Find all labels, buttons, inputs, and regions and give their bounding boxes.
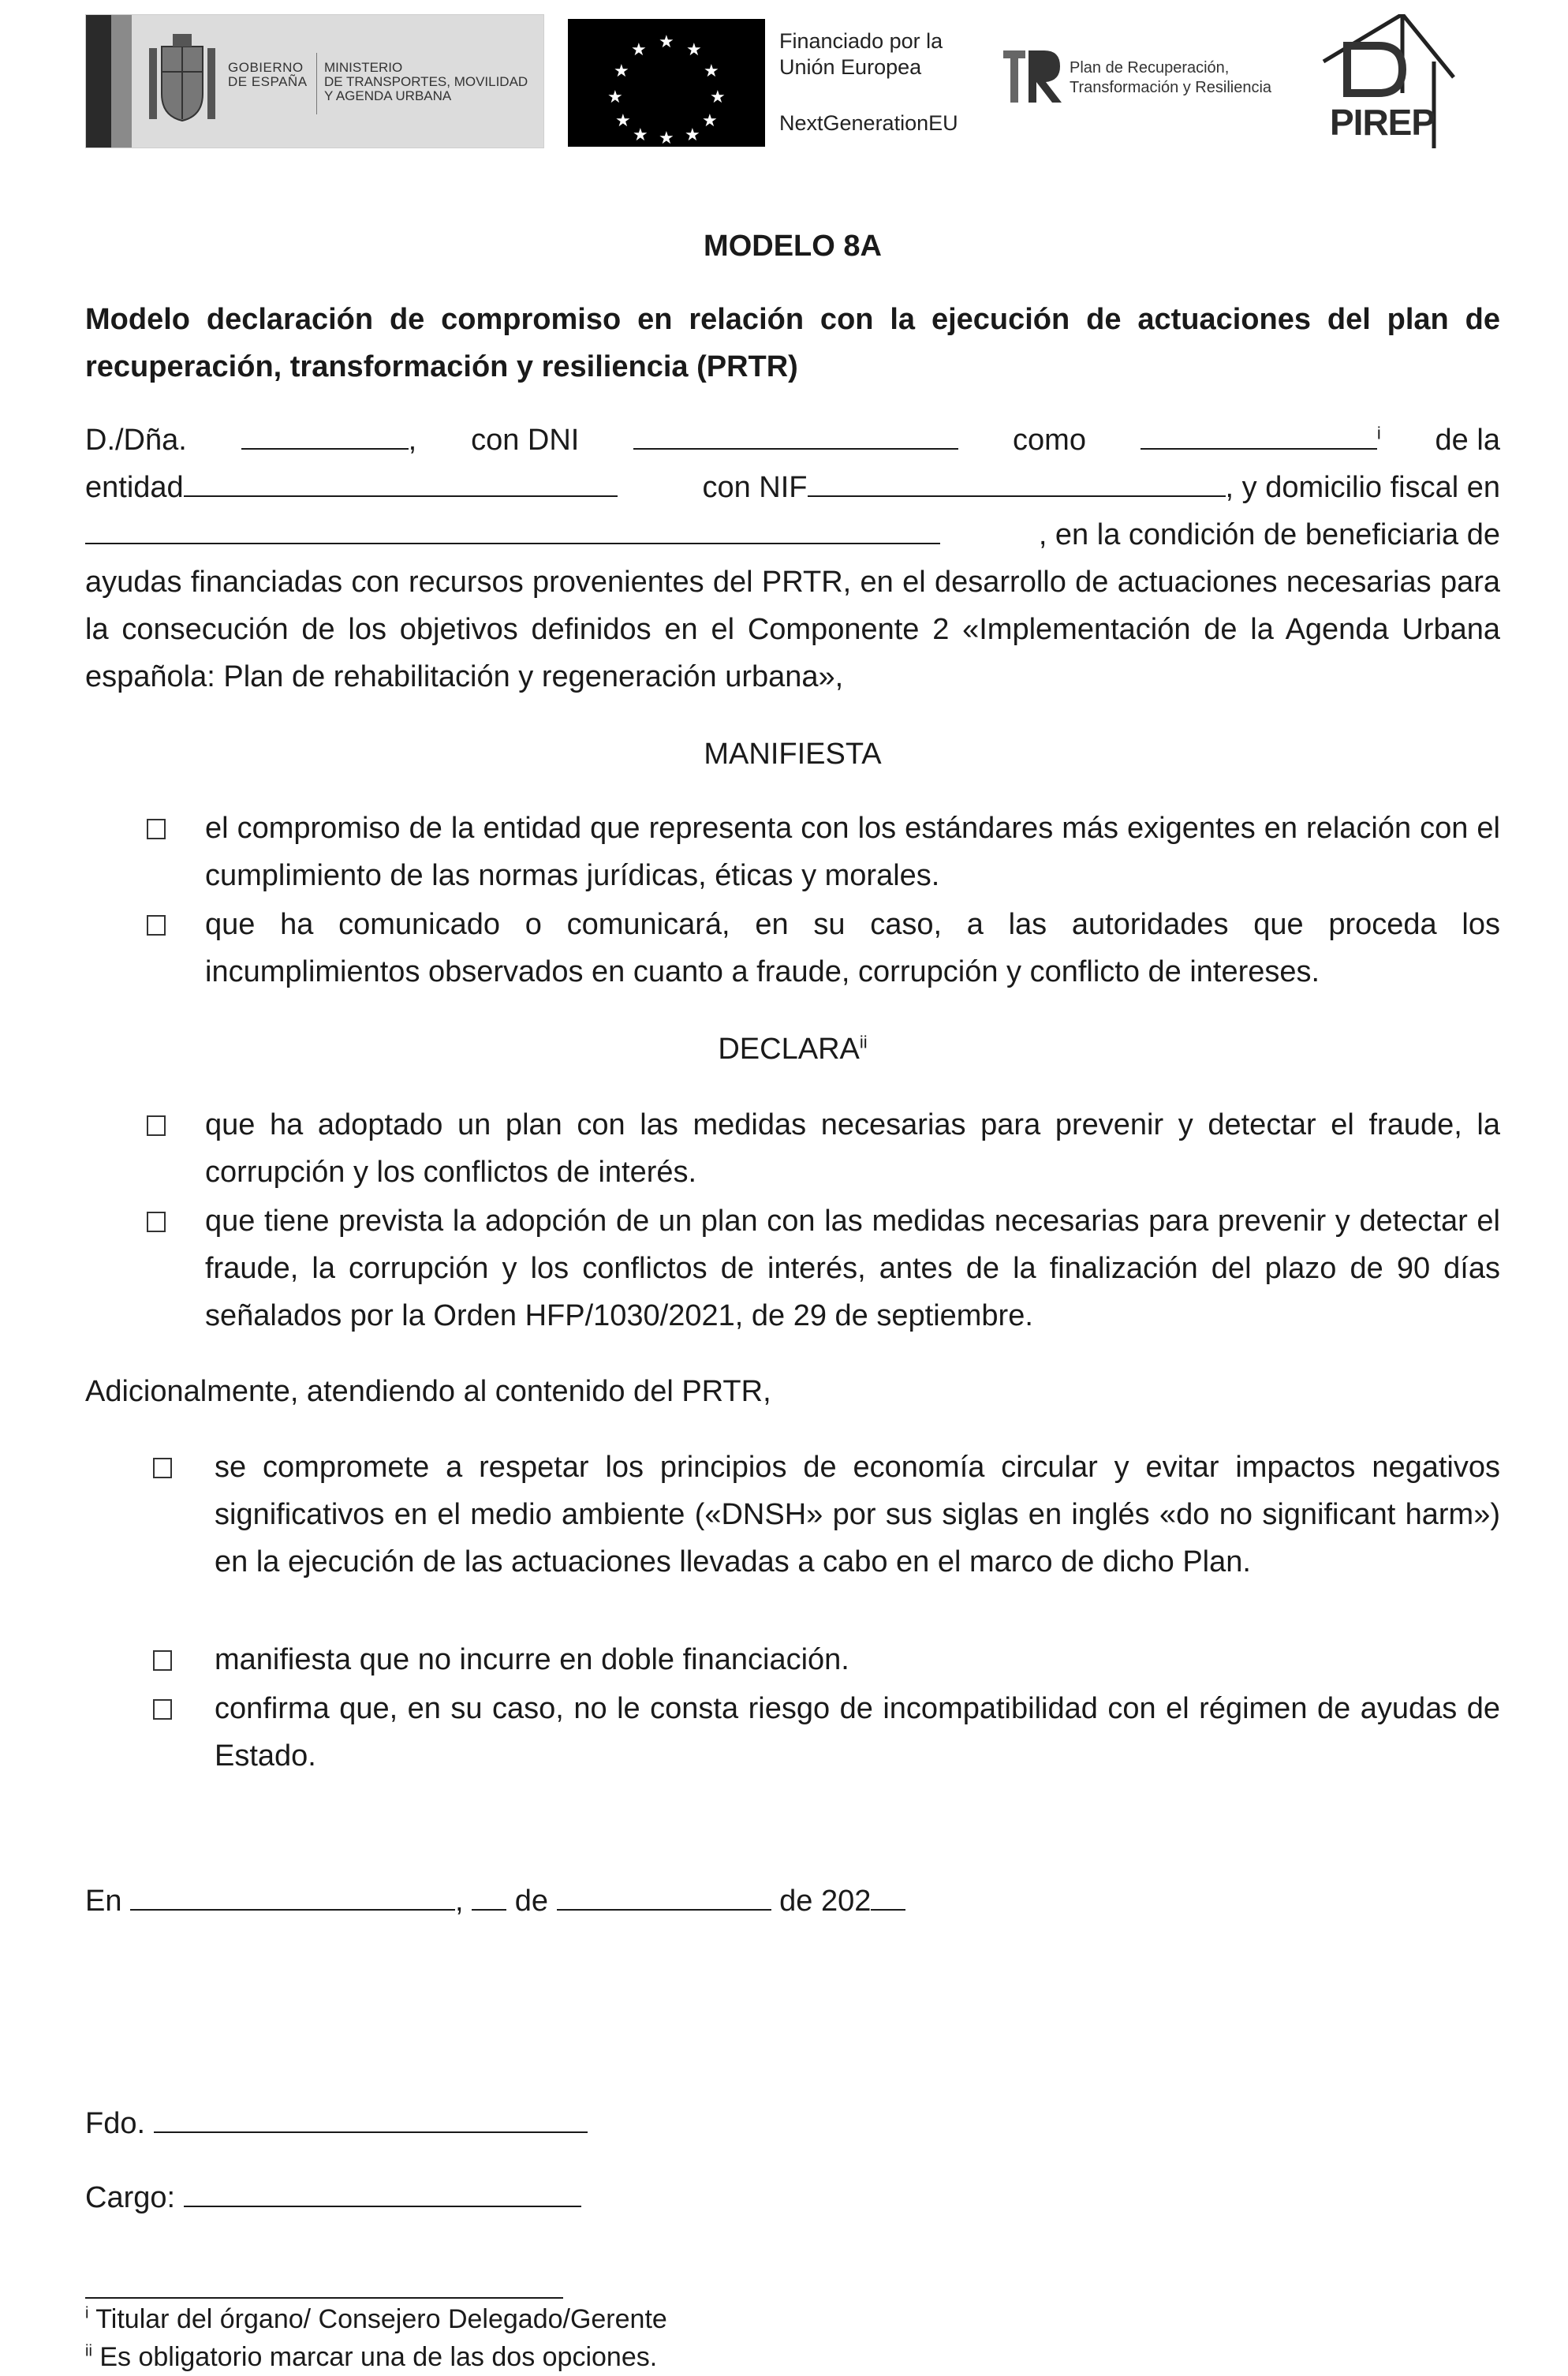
additional-intro: Adicionalmente, atendiendo al contenido del PRTR, xyxy=(85,1375,771,1408)
additional-checkbox-1[interactable] xyxy=(153,1458,172,1478)
document-subtitle: Modelo declaración de compromiso en relación con la ejecución de actuaciones del plan de recuperación, transformación y resiliencia (PRTR) xyxy=(85,303,1500,383)
declara-checkbox-2[interactable] xyxy=(147,1212,166,1232)
declara-checkbox-1[interactable] xyxy=(147,1115,166,1136)
gov-line2: DE ESPAÑA xyxy=(228,74,308,89)
pirep-logo-text: PIREP xyxy=(1330,102,1435,143)
ministry-line2: DE TRANSPORTES, MOVILIDAD xyxy=(324,74,528,89)
coat-of-arms-icon xyxy=(144,32,220,132)
place-blank[interactable] xyxy=(130,1879,455,1911)
additional-checkbox-2[interactable] xyxy=(153,1650,172,1671)
additional-item-3: confirma que, en su caso, no le consta riesgo de incompatibilidad con el régimen de ayudas de Estado. xyxy=(153,1685,1500,1780)
eu-flag-icon: ★ ★ ★ ★ ★ ★ ★ ★ ★ ★ ★ ★ xyxy=(568,19,765,147)
prtr-tr-icon xyxy=(1000,44,1063,107)
declara-item-1: que ha adoptado un plan con las medidas necesarias para prevenir y detectar el fraude, la corrupción y los conflictos de interés. xyxy=(147,1101,1500,1196)
additional-item-1: se compromete a respetar los principios de economía circular y evitar impactos negativos significativos en el medio ambiente («DNSH» por sus siglas en inglés «do no significant harm») en la ejecución de las actuaciones llevadas a cabo en el marco de dicho Plan. xyxy=(153,1444,1500,1586)
manifiesta-item-2: que ha comunicado o comunicará, en su caso, a las autoridades que proceda los incumplimientos observados en cuanto a fraude, corrupción y conflicto de intereses. xyxy=(147,901,1500,996)
place-date-line: En , de de 202 xyxy=(85,1877,905,1925)
gov-line1: GOBIERNO xyxy=(228,60,304,75)
signature-blank[interactable] xyxy=(154,2101,588,2133)
intro-rest: ayudas financiadas con recursos provenientes del PRTR, en el desarrollo de actuaciones necesarias para la consecución de los objetivos definidos en el Componente 2 «Implementación de la Agenda Urbana española: Plan de rehabilitación y regeneración urbana», xyxy=(85,566,1500,693)
header-logos xyxy=(85,14,1489,148)
entity-blank[interactable] xyxy=(184,465,618,497)
declarant-paragraph: D./Dña. , con DNI como $^i$ de la entidad con NIF , y domicilio fiscal en , en la condición de beneficiaria de ayudas financiadas con recursos provenientes del PRTR, en el desarrollo de actuaciones necesarias para la consecución de los objetivos definidos en el Componente 2 «Implementación de la Agenda Urbana española: Plan de rehabilitación y regeneración urbana», xyxy=(85,417,1500,700)
additional-item-2: manifiesta que no incurre en doble financiación. xyxy=(153,1636,1500,1683)
manifiesta-item-1: el compromiso de la entidad que representa con los estándares más exigentes en relación con el cumplimiento de las normas jurídicas, éticas y morales. xyxy=(147,805,1500,899)
manifiesta-heading: MANIFIESTA xyxy=(704,738,882,771)
dni-blank[interactable] xyxy=(633,418,958,450)
footnote-ref-ii: ii xyxy=(859,1032,868,1052)
cargo-blank[interactable] xyxy=(184,2176,581,2207)
role-blank[interactable] xyxy=(1141,418,1377,450)
document-title: MODELO 8A xyxy=(704,230,882,263)
year-blank[interactable] xyxy=(871,1879,905,1911)
footnote-2: $^{ii}$ Es obligatorio marcar una de las dos opciones. xyxy=(85,2342,658,2372)
footnote-ref-i: i xyxy=(1376,423,1381,443)
declara-item-2: que tiene prevista la adopción de un plan con las medidas necesarias para prevenir y detectar el fraude, la corrupción y los conflictos de interés, antes de la finalización del plazo de 90 días señalados por la Orden HFP/1030/2021, de 29 de septiembre. xyxy=(147,1197,1500,1339)
nif-blank[interactable] xyxy=(808,465,1226,497)
manifiesta-checkbox-1[interactable] xyxy=(147,819,166,839)
address-blank[interactable] xyxy=(85,513,940,544)
name-blank[interactable] xyxy=(241,418,409,450)
additional-checkbox-3[interactable] xyxy=(153,1699,172,1720)
day-blank[interactable] xyxy=(472,1879,506,1911)
footnote-separator xyxy=(85,2297,563,2299)
signature-line: Fdo. xyxy=(85,2100,588,2147)
cargo-line: Cargo: xyxy=(85,2174,581,2221)
ministry-line3: Y AGENDA URBANA xyxy=(324,88,452,103)
ministry-line1: MINISTERIO xyxy=(324,60,403,75)
gobierno-espana-logo xyxy=(85,14,544,148)
eu-funding-text: Financiado por la Unión Europea NextGenerationEU xyxy=(779,29,958,135)
declara-heading: DECLARA$^{ii}$ xyxy=(718,1032,868,1066)
manifiesta-checkbox-2[interactable] xyxy=(147,915,166,936)
footnote-1: $^i$ Titular del órgano/ Consejero Delegado/Gerente xyxy=(85,2304,667,2334)
month-blank[interactable] xyxy=(557,1879,771,1911)
prtr-logo-text: Plan de Recuperación, Transformación y Resiliencia xyxy=(1070,59,1272,96)
